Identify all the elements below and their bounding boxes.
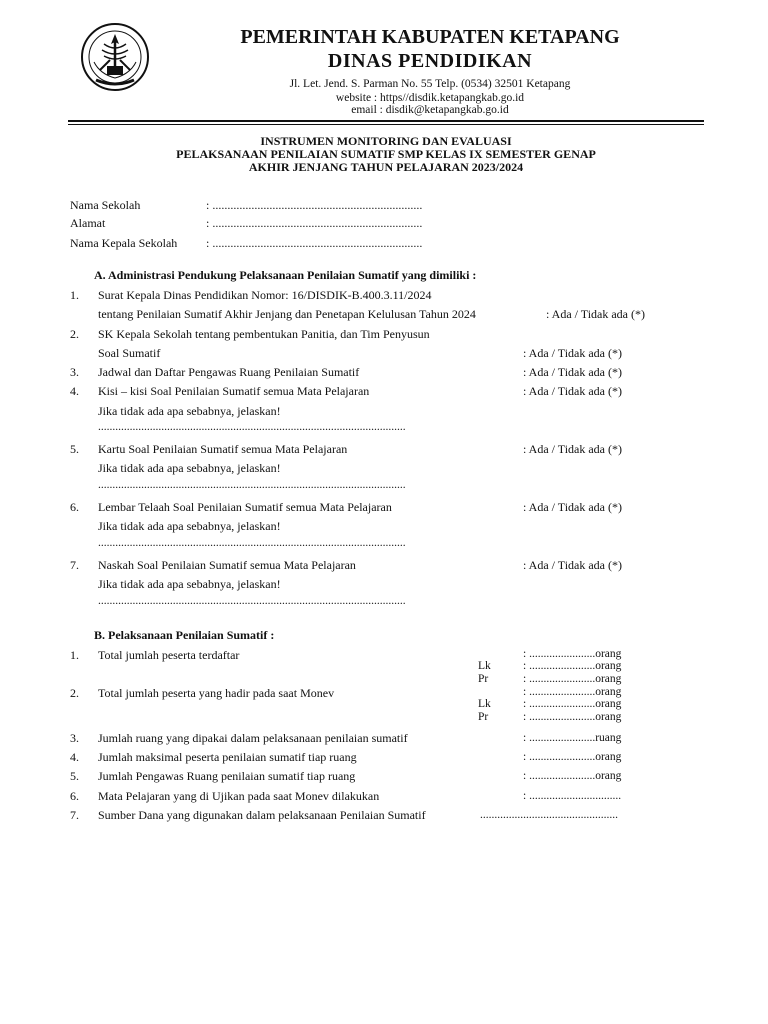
letterhead-address: Jl. Let. Jend. S. Parman No. 55 Telp. (0534) 32501 Ketapang <box>289 78 571 90</box>
b2-female-field[interactable]: : .......................orang <box>523 711 622 723</box>
a4-number: 4. <box>70 384 79 398</box>
b1-text: Total jumlah peserta terdaftar <box>98 648 240 662</box>
b5-value-field[interactable]: : .......................orang <box>523 770 622 782</box>
b2-male-field[interactable]: : .......................orang <box>523 698 622 710</box>
a5-number: 5. <box>70 442 79 456</box>
b3-text: Jumlah ruang yang dipakai dalam pelaksanaan penilaian sumatif <box>98 731 408 745</box>
b4-value-field[interactable]: : .......................orang <box>523 751 622 763</box>
document-title-line2: PELAKSANAAN PENILAIAN SUMATIF SMP KELAS IX SEMESTER GENAP <box>176 147 596 161</box>
b4-number: 4. <box>70 750 79 764</box>
b6-text: Mata Pelajaran yang di Ujikan pada saat Monev dilakukan <box>98 789 380 803</box>
a2-number: 2. <box>70 327 79 341</box>
b1-value-field[interactable]: : .......................orang <box>523 648 622 660</box>
b4-text: Jumlah maksimal peserta penilaian sumatif tiap ruang <box>98 750 357 764</box>
a7-text: Naskah Soal Penilaian Sumatif semua Mata Pelajaran <box>98 558 356 572</box>
a5-explanation-field[interactable]: ........................................................................................................... <box>98 479 406 491</box>
address-field[interactable]: : ...................................................................... <box>206 216 423 230</box>
regency-emblem-logo <box>80 22 150 92</box>
a6-note: Jika tidak ada apa sebabnya, jelaskan! <box>98 519 281 533</box>
letterhead-email: email : disdik@ketapangkab.go.id <box>351 104 509 116</box>
b7-number: 7. <box>70 808 79 822</box>
document-title-line3: AKHIR JENJANG TAHUN PELAJARAN 2023/2024 <box>248 160 524 174</box>
a2-answer[interactable]: : Ada / Tidak ada (*) <box>523 346 622 360</box>
b1-male-field[interactable]: : .......................orang <box>523 660 622 672</box>
document-title-line1: INSTRUMEN MONITORING DAN EVALUASI <box>260 134 512 148</box>
letterhead-government: PEMERINTAH KABUPATEN KETAPANG <box>240 26 620 48</box>
b6-number: 6. <box>70 789 79 803</box>
principal-name-field[interactable]: : ...................................................................... <box>206 236 423 250</box>
a4-note: Jika tidak ada apa sebabnya, jelaskan! <box>98 404 281 418</box>
section-b-heading: B. Pelaksanaan Penilaian Sumatif : <box>94 628 275 642</box>
b2-text: Total jumlah peserta yang hadir pada saat Monev <box>98 686 335 700</box>
b5-number: 5. <box>70 769 79 783</box>
a7-answer[interactable]: : Ada / Tidak ada (*) <box>523 558 622 572</box>
a1-number: 1. <box>70 288 79 302</box>
letterhead-office: DINAS PENDIDIKAN <box>327 50 533 72</box>
b1-number: 1. <box>70 648 79 662</box>
b1-female-label: Pr <box>478 673 489 685</box>
letterhead-website: website : https//disdik.ketapangkab.go.id <box>335 92 525 104</box>
principal-name-label: Nama Kepala Sekolah <box>70 236 178 250</box>
a4-text: Kisi – kisi Soal Penilaian Sumatif semua Mata Pelajaran <box>98 384 370 398</box>
a7-number: 7. <box>70 558 79 572</box>
a3-number: 3. <box>70 365 79 379</box>
school-name-label: Nama Sekolah <box>70 198 141 212</box>
b2-value-field[interactable]: : .......................orang <box>523 686 622 698</box>
address-label: Alamat <box>70 216 106 230</box>
b2-number: 2. <box>70 686 79 700</box>
a6-number: 6. <box>70 500 79 514</box>
b7-value-field[interactable]: ................................................ <box>480 809 618 821</box>
b1-female-field[interactable]: : .......................orang <box>523 673 622 685</box>
a1-text: Surat Kepala Dinas Pendidikan Nomor: 16/DISDIK-B.400.3.11/2024 <box>98 288 432 302</box>
b3-value-field[interactable]: : .......................ruang <box>523 732 622 744</box>
a5-answer[interactable]: : Ada / Tidak ada (*) <box>523 442 622 456</box>
a7-note: Jika tidak ada apa sebabnya, jelaskan! <box>98 577 281 591</box>
a1-text-cont: tentang Penilaian Sumatif Akhir Jenjang dan Penetapan Kelulusan Tahun 2024 <box>98 307 476 321</box>
school-name-field[interactable]: : ...................................................................... <box>206 198 423 212</box>
b2-male-label: Lk <box>478 698 491 710</box>
a1-answer[interactable]: : Ada / Tidak ada (*) <box>546 307 645 321</box>
a6-explanation-field[interactable]: ........................................................................................................... <box>98 537 406 549</box>
b2-female-label: Pr <box>478 711 489 723</box>
b5-text: Jumlah Pengawas Ruang penilaian sumatif tiap ruang <box>98 769 356 783</box>
a3-text: Jadwal dan Daftar Pengawas Ruang Penilaian Sumatif <box>98 365 360 379</box>
b1-male-label: Lk <box>478 660 491 672</box>
a3-answer[interactable]: : Ada / Tidak ada (*) <box>523 365 622 379</box>
a5-text: Kartu Soal Penilaian Sumatif semua Mata Pelajaran <box>98 442 348 456</box>
section-a-heading: A. Administrasi Pendukung Pelaksanaan Penilaian Sumatif yang dimiliki : <box>94 268 477 282</box>
letterhead-divider-thin <box>68 124 704 125</box>
a4-answer[interactable]: : Ada / Tidak ada (*) <box>523 384 622 398</box>
letterhead-divider-thick <box>68 120 704 122</box>
b6-value-field[interactable]: : ................................ <box>523 790 622 802</box>
a2-text-cont: Soal Sumatif <box>98 346 161 360</box>
a2-text: SK Kepala Sekolah tentang pembentukan Panitia, dan Tim Penyusun <box>98 327 430 341</box>
a4-explanation-field[interactable]: ........................................................................................................... <box>98 421 406 433</box>
a5-note: Jika tidak ada apa sebabnya, jelaskan! <box>98 461 281 475</box>
a6-text: Lembar Telaah Soal Penilaian Sumatif semua Mata Pelajaran <box>98 500 392 514</box>
b3-number: 3. <box>70 731 79 745</box>
b7-text: Sumber Dana yang digunakan dalam pelaksanaan Penilaian Sumatif <box>98 808 426 822</box>
a7-explanation-field[interactable]: ........................................................................................................... <box>98 595 406 607</box>
a6-answer[interactable]: : Ada / Tidak ada (*) <box>523 500 622 514</box>
